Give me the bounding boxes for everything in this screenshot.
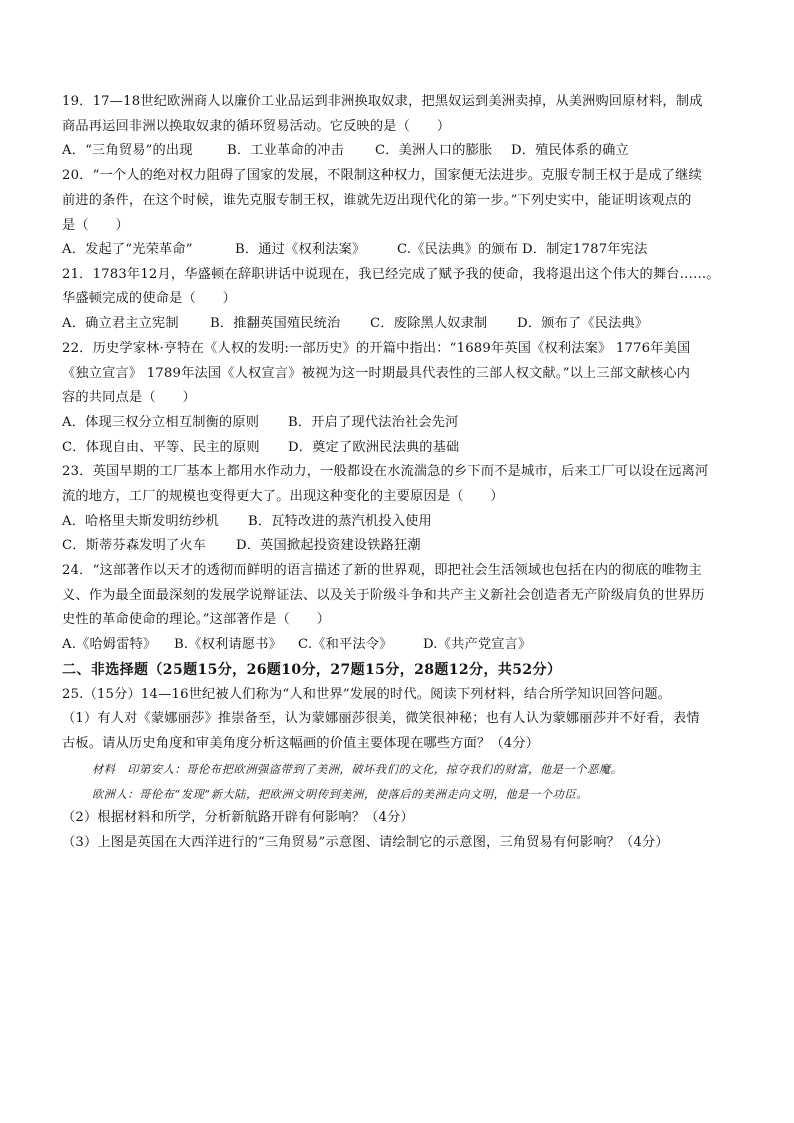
q25-sub2: （2）根据材料和所学，分析新航路开辟有何影响？（4分） [62, 810, 414, 825]
q21-stem-line-1: 21．1783年12月，华盛顿在辞职讲话中说现在，我已经完成了赋予我的使命，我将退出这个伟大的舞台……。 [62, 267, 720, 282]
q23-stem-line-1: 23．英国早期的工厂基本上都用水作动力，一般都设在水流湍急的乡下而不是城市，后来工厂可以设在远离河 [62, 464, 709, 479]
q24-options [62, 636, 531, 654]
q24-option-a: A.《哈姆雷特》 [62, 637, 157, 652]
q20-option-c: C.《民法典》的颁布 [397, 242, 519, 257]
q22-options-row-2 [62, 439, 459, 457]
q25-material-line-2: 欧洲人：哥伦布“发现”新大陆，把欧洲文明传到美洲，使落后的美洲走向文明，他是一个功臣。 [92, 788, 588, 801]
q25-stem: 25.（15分）14—16世纪被人们称为“人和世界”发展的时代。阅读下列材料，结合所学知识回答问题。 [62, 687, 672, 702]
q22-option-b: B．开启了现代法治社会先河 [288, 415, 459, 430]
q20-option-d: D．制定1787年宪法 [522, 242, 648, 257]
q19-stem-line-2: 商品再运回非洲以换取奴隶的循环贸易活动。它反映的是（ ） [62, 119, 451, 134]
q21-option-c: C．废除黑人奴隶制 [370, 316, 488, 331]
q21-options [62, 315, 648, 333]
q19-option-c: C．美洲人口的膨胀 [375, 143, 493, 158]
q22-option-d: D．奠定了欧洲民法典的基础 [288, 440, 460, 455]
q24-option-d: D.《共产党宣言》 [423, 637, 532, 652]
q19-option-b: B．工业革命的冲击 [227, 143, 344, 158]
q22-options-row-1 [62, 414, 459, 432]
q24-stem-line-2: 义、作为最全面最深刻的发展学说辩证法、以及关于阶级斗争和共产主义新社会创造者无产阶级肩负的世界历 [62, 588, 705, 603]
q21-option-a: A．确立君主立宪制 [62, 316, 179, 331]
q20-option-b: B．通过《权利法案》 [235, 242, 366, 257]
q23-option-b: B．瓦特改进的蒸汽机投入使用 [248, 514, 432, 529]
q22-stem-line-3: 容的共同点是（ ） [62, 390, 196, 405]
q19-option-d: D．殖民体系的确立 [511, 143, 629, 158]
q19-stem-line-1: 19．17—18世纪欧洲商人以廉价工业品运到非洲换取奴隶，把黑奴运到美洲卖掉，从美洲购回原材料，制成 [62, 94, 703, 109]
q23-stem-line-2: 流的地方，工厂的规模也变得更大了。出现这种变化的主要原因是（ ） [62, 489, 504, 504]
q21-stem-line-2: 华盛顿完成的使命是（ ） [62, 291, 237, 306]
q23-options-row-1 [62, 513, 432, 531]
q19-option-a: A．“三角贸易”的出现 [62, 143, 193, 158]
q24-stem-line-1: 24．“这部著作以天才的透彻而鲜明的语言描述了新的世界观，即把社会生活领域也包括在内的彻底的唯物主 [62, 563, 702, 578]
q20-stem-line-1: 20．“一个人的绝对权力阻碍了国家的发展，不限制这种权力，国家便无法进步。克服专制王权于是成了继续 [62, 168, 702, 183]
q25-material-line-1: 材料 印第安人：哥伦布把欧洲强盗带到了美洲，破坏我们的文化，掠夺我们的财富，他是一个恶魔。 [92, 763, 623, 776]
q24-stem-line-3: 史性的革命使命的理论。”这部著作是（ ） [62, 612, 331, 627]
q21-option-d: D．颁布了《民法典》 [517, 316, 649, 331]
q22-option-c: C．体现自由、平等、民主的原则 [62, 440, 260, 455]
q23-option-d: D．英国掀起投资建设铁路狂潮 [236, 538, 421, 553]
q23-options-row-2 [62, 537, 421, 555]
q20-option-a: A．发起了“光荣革命” [62, 242, 193, 257]
q20-options [62, 241, 647, 259]
q22-option-a: A．体现三权分立相互制衡的原则 [62, 415, 260, 430]
q19-options [62, 142, 629, 160]
q22-stem-line-2: 《独立宣言》 1789年法国《人权宣言》被视为这一时期最具代表性的三部人权文献。”以上三部文献核心内 [62, 366, 691, 381]
q25-sub1-line-1: （1）有人对《蒙娜丽莎》推崇备至，认为蒙娜丽莎很美，微笑很神秘；也有人认为蒙娜丽莎并不好看，表情 [62, 711, 700, 726]
section-2-heading: 二、非选择题（25题15分，26题10分，27题15分，28题12分，共52分） [62, 662, 562, 678]
q22-stem-line-1: 22．历史学家林·亨特在《人权的发明:一部历史》的开篇中指出：“1689年英国《权利法案》 1776年美国 [62, 341, 691, 356]
q21-option-b: B．推翻英国殖民统治 [210, 316, 341, 331]
q23-option-a: A．哈格里夫斯发明纺纱机 [62, 514, 219, 529]
q20-stem-line-2: 前进的条件，在这个时候，谁先克服专制王权，谁就先迈出现代化的第一步。”下列史实中，能证明该观点的 [62, 193, 692, 208]
q23-option-c: C．斯蒂芬森发明了火车 [62, 538, 207, 553]
q24-option-c: C.《和平法令》 [298, 637, 393, 652]
q25-sub1-line-2: 古板。请从历史角度和审美角度分析这幅画的价值主要体现在哪些方面？（4分） [62, 736, 540, 751]
q20-stem-line-3: 是（ ） [62, 218, 129, 233]
q25-sub3: （3）上图是英国在大西洋进行的“三角贸易”示意图、请绘制它的示意图，三角贸易有何影响？（4分） [62, 835, 669, 850]
q24-option-b: B.《权利请愿书》 [174, 637, 282, 652]
